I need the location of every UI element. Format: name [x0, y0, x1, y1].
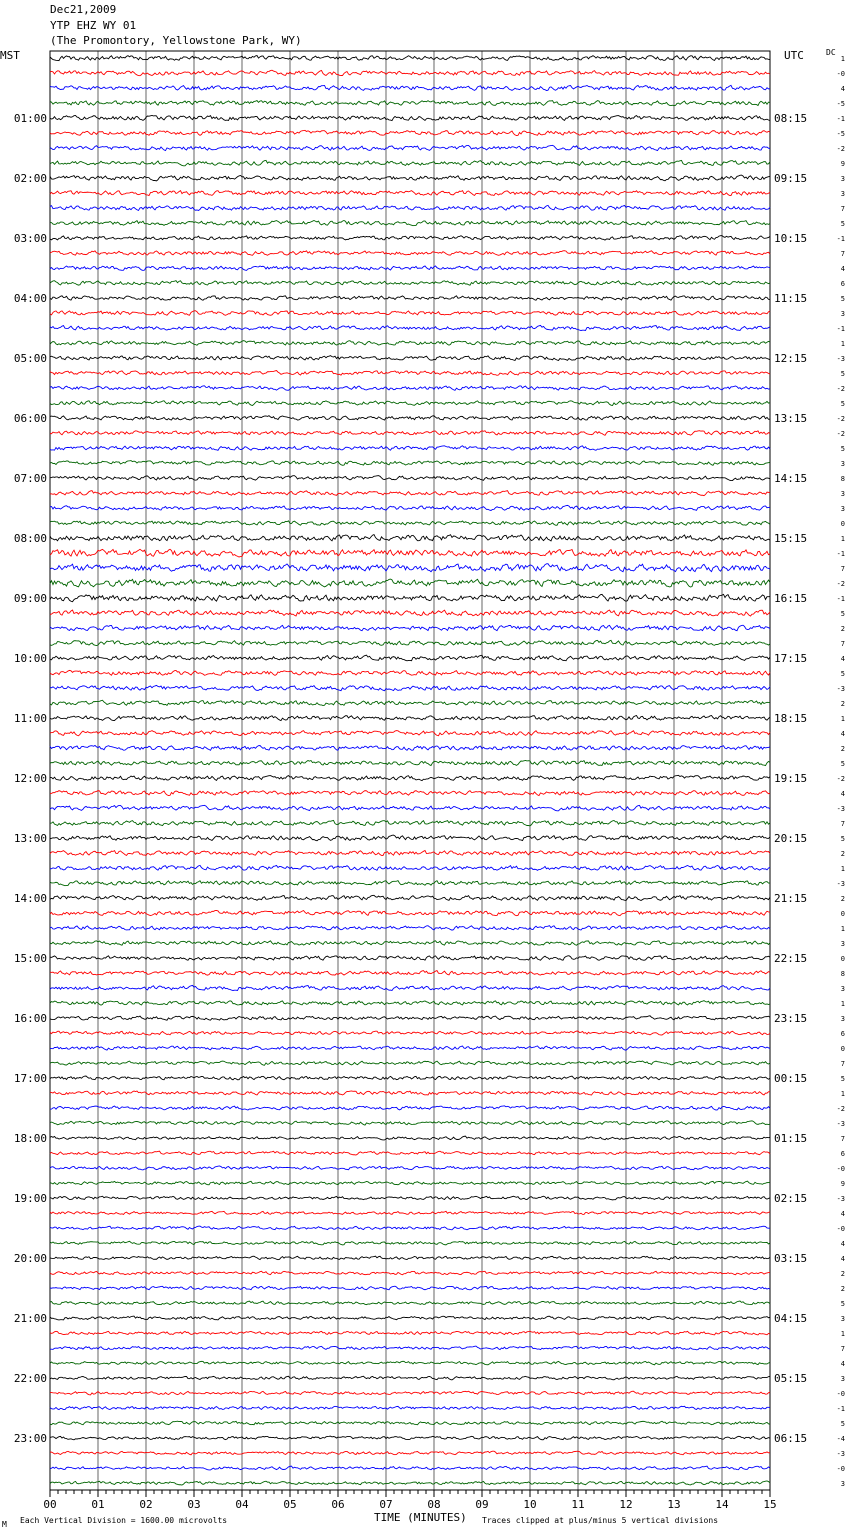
dc-offset-value: 5	[840, 370, 845, 378]
seismic-trace	[50, 341, 770, 346]
seismic-trace	[50, 1361, 770, 1364]
seismic-trace	[50, 1376, 770, 1380]
dc-offset-value: 4	[840, 655, 845, 663]
utc-hour-label: 05:15	[774, 1372, 808, 1385]
dc-offset-value: 4	[840, 1210, 845, 1218]
seismic-trace	[50, 175, 770, 181]
utc-hour-label: 02:15	[774, 1192, 808, 1205]
seismic-trace	[50, 1421, 770, 1425]
mst-hour-label: 09:00	[13, 592, 47, 605]
dc-offset-value: 7	[840, 1135, 845, 1143]
seismic-trace	[50, 386, 770, 390]
utc-hour-label: 20:15	[774, 832, 808, 845]
seismic-trace	[50, 1406, 770, 1409]
mst-hour-label: 04:00	[13, 292, 47, 305]
dc-offset-value: 6	[840, 280, 845, 288]
dc-offset-value: 5	[840, 670, 845, 678]
seismic-trace	[50, 311, 770, 316]
utc-hour-label: 23:15	[774, 1012, 808, 1025]
dc-offset-value: 0	[840, 1045, 845, 1053]
utc-hour-label: 00:15	[774, 1072, 808, 1085]
x-tick-label: 00	[43, 1498, 57, 1511]
seismic-trace	[50, 865, 770, 870]
utc-hour-label: 06:15	[774, 1432, 808, 1445]
dc-offset-value: 3	[840, 1015, 845, 1023]
seismic-trace	[50, 625, 770, 631]
dc-offset-value: -3	[836, 355, 845, 363]
dc-offset-value: 1	[840, 535, 845, 543]
seismic-trace	[50, 160, 770, 165]
dc-offset-value: 8	[840, 475, 845, 483]
seismic-trace	[50, 1451, 770, 1455]
seismic-trace	[50, 579, 770, 587]
seismic-trace	[50, 851, 770, 856]
dc-offset-value: 1	[840, 1000, 845, 1008]
dc-offset-value: 1	[840, 715, 845, 723]
left-timezone-label: MST	[0, 49, 20, 62]
seismic-trace	[50, 296, 770, 300]
dc-offset-value: -5	[836, 130, 845, 138]
dc-offset-value: 7	[840, 820, 845, 828]
dc-offset-value: 0	[840, 955, 845, 963]
seismic-trace	[50, 1316, 770, 1320]
dc-offset-value: 5	[840, 760, 845, 768]
dc-offset-value: 4	[840, 790, 845, 798]
dc-offset-value: -3	[836, 685, 845, 693]
seismic-trace	[50, 266, 770, 270]
seismic-trace	[50, 1256, 770, 1260]
seismic-trace	[50, 325, 770, 330]
seismic-trace	[50, 1091, 770, 1095]
seismic-trace	[50, 130, 770, 135]
dc-offset-value: -3	[836, 1120, 845, 1128]
seismic-trace	[50, 461, 770, 466]
mst-hour-label: 13:00	[13, 832, 47, 845]
dc-offset-value: -5	[836, 100, 845, 108]
dc-offset-value: 0	[840, 520, 845, 528]
seismic-trace	[50, 416, 770, 420]
seismic-trace	[50, 1466, 770, 1470]
mst-hour-label: 02:00	[13, 172, 47, 185]
dc-offset-value: 5	[840, 1420, 845, 1428]
x-tick-label: 01	[91, 1498, 105, 1511]
dc-offset-value: 1	[840, 865, 845, 873]
seismic-trace	[50, 491, 770, 496]
dc-offset-value: -1	[836, 325, 845, 333]
seismic-trace	[50, 941, 770, 945]
dc-offset-value: 5	[840, 835, 845, 843]
seismic-trace	[50, 401, 770, 406]
dc-offset-value: 3	[840, 1375, 845, 1383]
mst-hour-label: 10:00	[13, 652, 47, 665]
seismic-trace	[50, 1166, 770, 1170]
x-tick-label: 02	[139, 1498, 153, 1511]
dc-offset-value: 2	[840, 745, 845, 753]
corner-mark: M	[2, 1520, 7, 1529]
dc-offset-value: 1	[840, 55, 845, 63]
seismic-trace	[50, 1436, 770, 1440]
dc-offset-value: 3	[840, 310, 845, 318]
dc-offset-value: 9	[840, 160, 845, 168]
seismic-trace	[50, 910, 770, 915]
dc-offset-value: 2	[840, 895, 845, 903]
dc-offset-value: 8	[840, 970, 845, 978]
dc-offset-value: 5	[840, 1075, 845, 1083]
seismic-trace	[50, 1286, 770, 1290]
seismic-trace	[50, 70, 770, 75]
seismic-trace	[50, 1301, 770, 1305]
seismic-trace	[50, 820, 770, 825]
seismic-trace	[50, 101, 770, 106]
dc-offset-value: -1	[836, 1405, 845, 1413]
mst-hour-label: 07:00	[13, 472, 47, 485]
x-axis-title: TIME (MINUTES)	[374, 1511, 467, 1524]
seismic-trace	[50, 56, 770, 61]
dc-offset-value: 4	[840, 730, 845, 738]
x-tick-label: 11	[571, 1498, 585, 1511]
seismic-trace	[50, 1196, 770, 1200]
seismic-trace	[50, 610, 770, 616]
utc-hour-label: 10:15	[774, 232, 808, 245]
utc-hour-label: 17:15	[774, 652, 808, 665]
seismic-trace	[50, 640, 770, 645]
seismic-trace	[50, 446, 770, 451]
mst-hour-label: 06:00	[13, 412, 47, 425]
dc-offset-value: 6	[840, 1150, 845, 1158]
dc-offset-value: -2	[836, 145, 845, 153]
seismic-trace	[50, 926, 770, 930]
seismic-trace	[50, 145, 770, 150]
dc-offset-value: 5	[840, 400, 845, 408]
mst-hour-label: 08:00	[13, 532, 47, 545]
dc-offset-value: 5	[840, 220, 845, 228]
scale-note: Each Vertical Division = 1600.00 microvolts	[20, 1516, 228, 1525]
dc-offset-value: -1	[836, 595, 845, 603]
mst-hour-label: 20:00	[13, 1252, 47, 1265]
dc-offset-value: 3	[840, 1315, 845, 1323]
x-tick-label: 06	[331, 1498, 345, 1511]
seismic-trace	[50, 685, 770, 690]
seismic-trace	[50, 956, 770, 961]
dc-offset-value: 3	[840, 505, 845, 513]
seismic-trace	[50, 191, 770, 196]
utc-hour-label: 09:15	[774, 172, 808, 185]
seismic-trace	[50, 1121, 770, 1125]
dc-offset-value: 5	[840, 1300, 845, 1308]
dc-offset-value: 4	[840, 265, 845, 273]
dc-offset-value: 3	[840, 490, 845, 498]
utc-hour-label: 14:15	[774, 472, 808, 485]
dc-offset-value: 7	[840, 1060, 845, 1068]
dc-offset-value: 4	[840, 1240, 845, 1248]
x-tick-label: 04	[235, 1498, 249, 1511]
mst-hour-label: 01:00	[13, 112, 47, 125]
dc-offset-value: -3	[836, 1195, 845, 1203]
dc-offset-value: -3	[836, 1450, 845, 1458]
seismic-trace	[50, 971, 770, 976]
dc-offset-value: 7	[840, 205, 845, 213]
seismic-trace	[50, 85, 770, 90]
seismic-trace	[50, 745, 770, 750]
seismic-trace	[50, 1106, 770, 1110]
mst-hour-label: 23:00	[13, 1432, 47, 1445]
dc-offset-value: 7	[840, 1345, 845, 1353]
dc-offset-value: 7	[840, 640, 845, 648]
utc-hour-label: 04:15	[774, 1312, 808, 1325]
seismic-trace	[50, 356, 770, 361]
dc-offset-value: -0	[836, 1390, 845, 1398]
seismic-trace	[50, 1181, 770, 1185]
seismic-trace	[50, 1016, 770, 1020]
dc-offset-value: -4	[836, 1435, 845, 1443]
seismic-trace	[50, 281, 770, 286]
seismic-trace	[50, 251, 770, 256]
mst-hour-label: 17:00	[13, 1072, 47, 1085]
dc-offset-value: -0	[836, 70, 845, 78]
seismic-trace	[50, 1211, 770, 1214]
x-tick-label: 13	[667, 1498, 681, 1511]
seismic-trace	[50, 1136, 770, 1140]
seismic-trace	[50, 371, 770, 376]
dc-offset-value: -2	[836, 415, 845, 423]
dc-offset-value: 3	[840, 190, 845, 198]
dc-offset-value: -0	[836, 1225, 845, 1233]
seismic-trace	[50, 535, 770, 541]
station-location: (The Promontory, Yellowstone Park, WY)	[50, 34, 302, 47]
seismic-trace	[50, 1391, 770, 1395]
seismic-trace	[50, 1271, 770, 1274]
dc-offset-value: 5	[840, 610, 845, 618]
seismic-trace	[50, 505, 770, 510]
seismic-trace	[50, 1151, 770, 1155]
seismic-trace	[50, 1226, 770, 1230]
dc-offset-value: 9	[840, 1180, 845, 1188]
utc-hour-label: 16:15	[774, 592, 808, 605]
utc-hour-label: 15:15	[774, 532, 808, 545]
right-timezone-label: UTC	[784, 49, 804, 62]
mst-hour-label: 11:00	[13, 712, 47, 725]
x-tick-label: 14	[715, 1498, 729, 1511]
seismic-trace	[50, 731, 770, 736]
seismic-trace	[50, 805, 770, 810]
seismic-trace	[50, 476, 770, 481]
seismic-trace	[50, 521, 770, 526]
seismic-trace	[50, 221, 770, 226]
dc-offset-value: 3	[840, 175, 845, 183]
seismic-trace	[50, 1481, 770, 1485]
mst-hour-label: 03:00	[13, 232, 47, 245]
seismic-trace	[50, 760, 770, 765]
dc-offset-value: 1	[840, 925, 845, 933]
seismic-trace	[50, 1001, 770, 1005]
mst-hour-label: 19:00	[13, 1192, 47, 1205]
utc-hour-label: 12:15	[774, 352, 808, 365]
dc-offset-value: 3	[840, 460, 845, 468]
station-code: YTP EHZ WY 01	[50, 19, 137, 32]
dc-offset-value: 2	[840, 700, 845, 708]
seismic-trace	[50, 1346, 770, 1350]
dc-offset-value: 2	[840, 1270, 845, 1278]
dc-offset-value: 1	[840, 1090, 845, 1098]
utc-hour-label: 11:15	[774, 292, 808, 305]
dc-offset-value: 2	[840, 1285, 845, 1293]
dc-offset-value: 1	[840, 1330, 845, 1338]
seismic-trace	[50, 564, 770, 572]
seismic-trace	[50, 835, 770, 841]
dc-offset-value: 2	[840, 850, 845, 858]
dc-offset-value: 4	[840, 1255, 845, 1263]
seismic-trace	[50, 895, 770, 900]
mst-hour-label: 14:00	[13, 892, 47, 905]
utc-hour-label: 08:15	[774, 112, 808, 125]
dc-offset-value: -1	[836, 235, 845, 243]
dc-offset-value: 0	[840, 910, 845, 918]
dc-offset-value: 3	[840, 940, 845, 948]
dc-offset-value: 5	[840, 445, 845, 453]
seismic-trace	[50, 1076, 770, 1080]
dc-offset-value: -2	[836, 430, 845, 438]
x-tick-label: 09	[475, 1498, 489, 1511]
dc-offset-value: 5	[840, 295, 845, 303]
x-tick-label: 03	[187, 1498, 201, 1511]
dc-offset-value: -2	[836, 775, 845, 783]
seismic-trace	[50, 670, 770, 675]
dc-offset-value: -2	[836, 1105, 845, 1113]
dc-offset-value: -0	[836, 1165, 845, 1173]
mst-hour-label: 16:00	[13, 1012, 47, 1025]
utc-hour-label: 03:15	[774, 1252, 808, 1265]
seismic-trace	[50, 1061, 770, 1065]
seismic-trace	[50, 775, 770, 780]
dc-offset-value: -0	[836, 1465, 845, 1473]
utc-hour-label: 18:15	[774, 712, 808, 725]
utc-hour-label: 22:15	[774, 952, 808, 965]
plot-date: Dec21,2009	[50, 3, 117, 16]
dc-offset-value: -1	[836, 550, 845, 558]
x-tick-label: 07	[379, 1498, 393, 1511]
utc-hour-label: 01:15	[774, 1132, 808, 1145]
x-tick-label: 15	[763, 1498, 777, 1511]
seismic-trace	[50, 1331, 770, 1335]
dc-offset-value: -3	[836, 805, 845, 813]
dc-offset-value: 7	[840, 565, 845, 573]
x-tick-label: 08	[427, 1498, 441, 1511]
dc-offset-value: 6	[840, 1030, 845, 1038]
dc-offset-value: -3	[836, 880, 845, 888]
seismic-trace	[50, 115, 770, 120]
seismic-trace	[50, 205, 770, 210]
utc-hour-label: 21:15	[774, 892, 808, 905]
seismic-trace	[50, 594, 770, 601]
seismic-trace	[50, 549, 770, 557]
dc-offset-value: 7	[840, 250, 845, 258]
seismic-trace	[50, 881, 770, 886]
dc-offset-value: 3	[840, 1480, 845, 1488]
seismic-trace	[50, 700, 770, 705]
mst-hour-label: 21:00	[13, 1312, 47, 1325]
utc-hour-label: 13:15	[774, 412, 808, 425]
seismic-trace	[50, 715, 770, 720]
x-tick-label: 05	[283, 1498, 297, 1511]
seismic-trace	[50, 1241, 770, 1245]
dc-offset-value: 2	[840, 625, 845, 633]
seismic-trace	[50, 1046, 770, 1050]
seismic-trace	[50, 1031, 770, 1035]
dc-offset-value: 4	[840, 1360, 845, 1368]
seismic-trace	[50, 431, 770, 436]
dc-offset-value: -2	[836, 580, 845, 588]
mst-hour-label: 15:00	[13, 952, 47, 965]
mst-hour-label: 18:00	[13, 1132, 47, 1145]
dc-offset-header: DC	[826, 48, 836, 57]
x-tick-label: 12	[619, 1498, 633, 1511]
seismic-trace	[50, 236, 770, 240]
seismic-trace	[50, 655, 770, 661]
mst-hour-label: 12:00	[13, 772, 47, 785]
dc-offset-value: -2	[836, 385, 845, 393]
dc-offset-value: 4	[840, 85, 845, 93]
clip-note: Traces clipped at plus/minus 5 vertical divisions	[482, 1516, 719, 1525]
utc-hour-label: 19:15	[774, 772, 808, 785]
x-tick-label: 10	[523, 1498, 537, 1511]
dc-offset-value: -1	[836, 115, 845, 123]
mst-hour-label: 05:00	[13, 352, 47, 365]
seismic-trace	[50, 791, 770, 796]
mst-hour-label: 22:00	[13, 1372, 47, 1385]
seismic-trace	[50, 985, 770, 990]
dc-offset-value: 3	[840, 985, 845, 993]
dc-offset-value: 1	[840, 340, 845, 348]
